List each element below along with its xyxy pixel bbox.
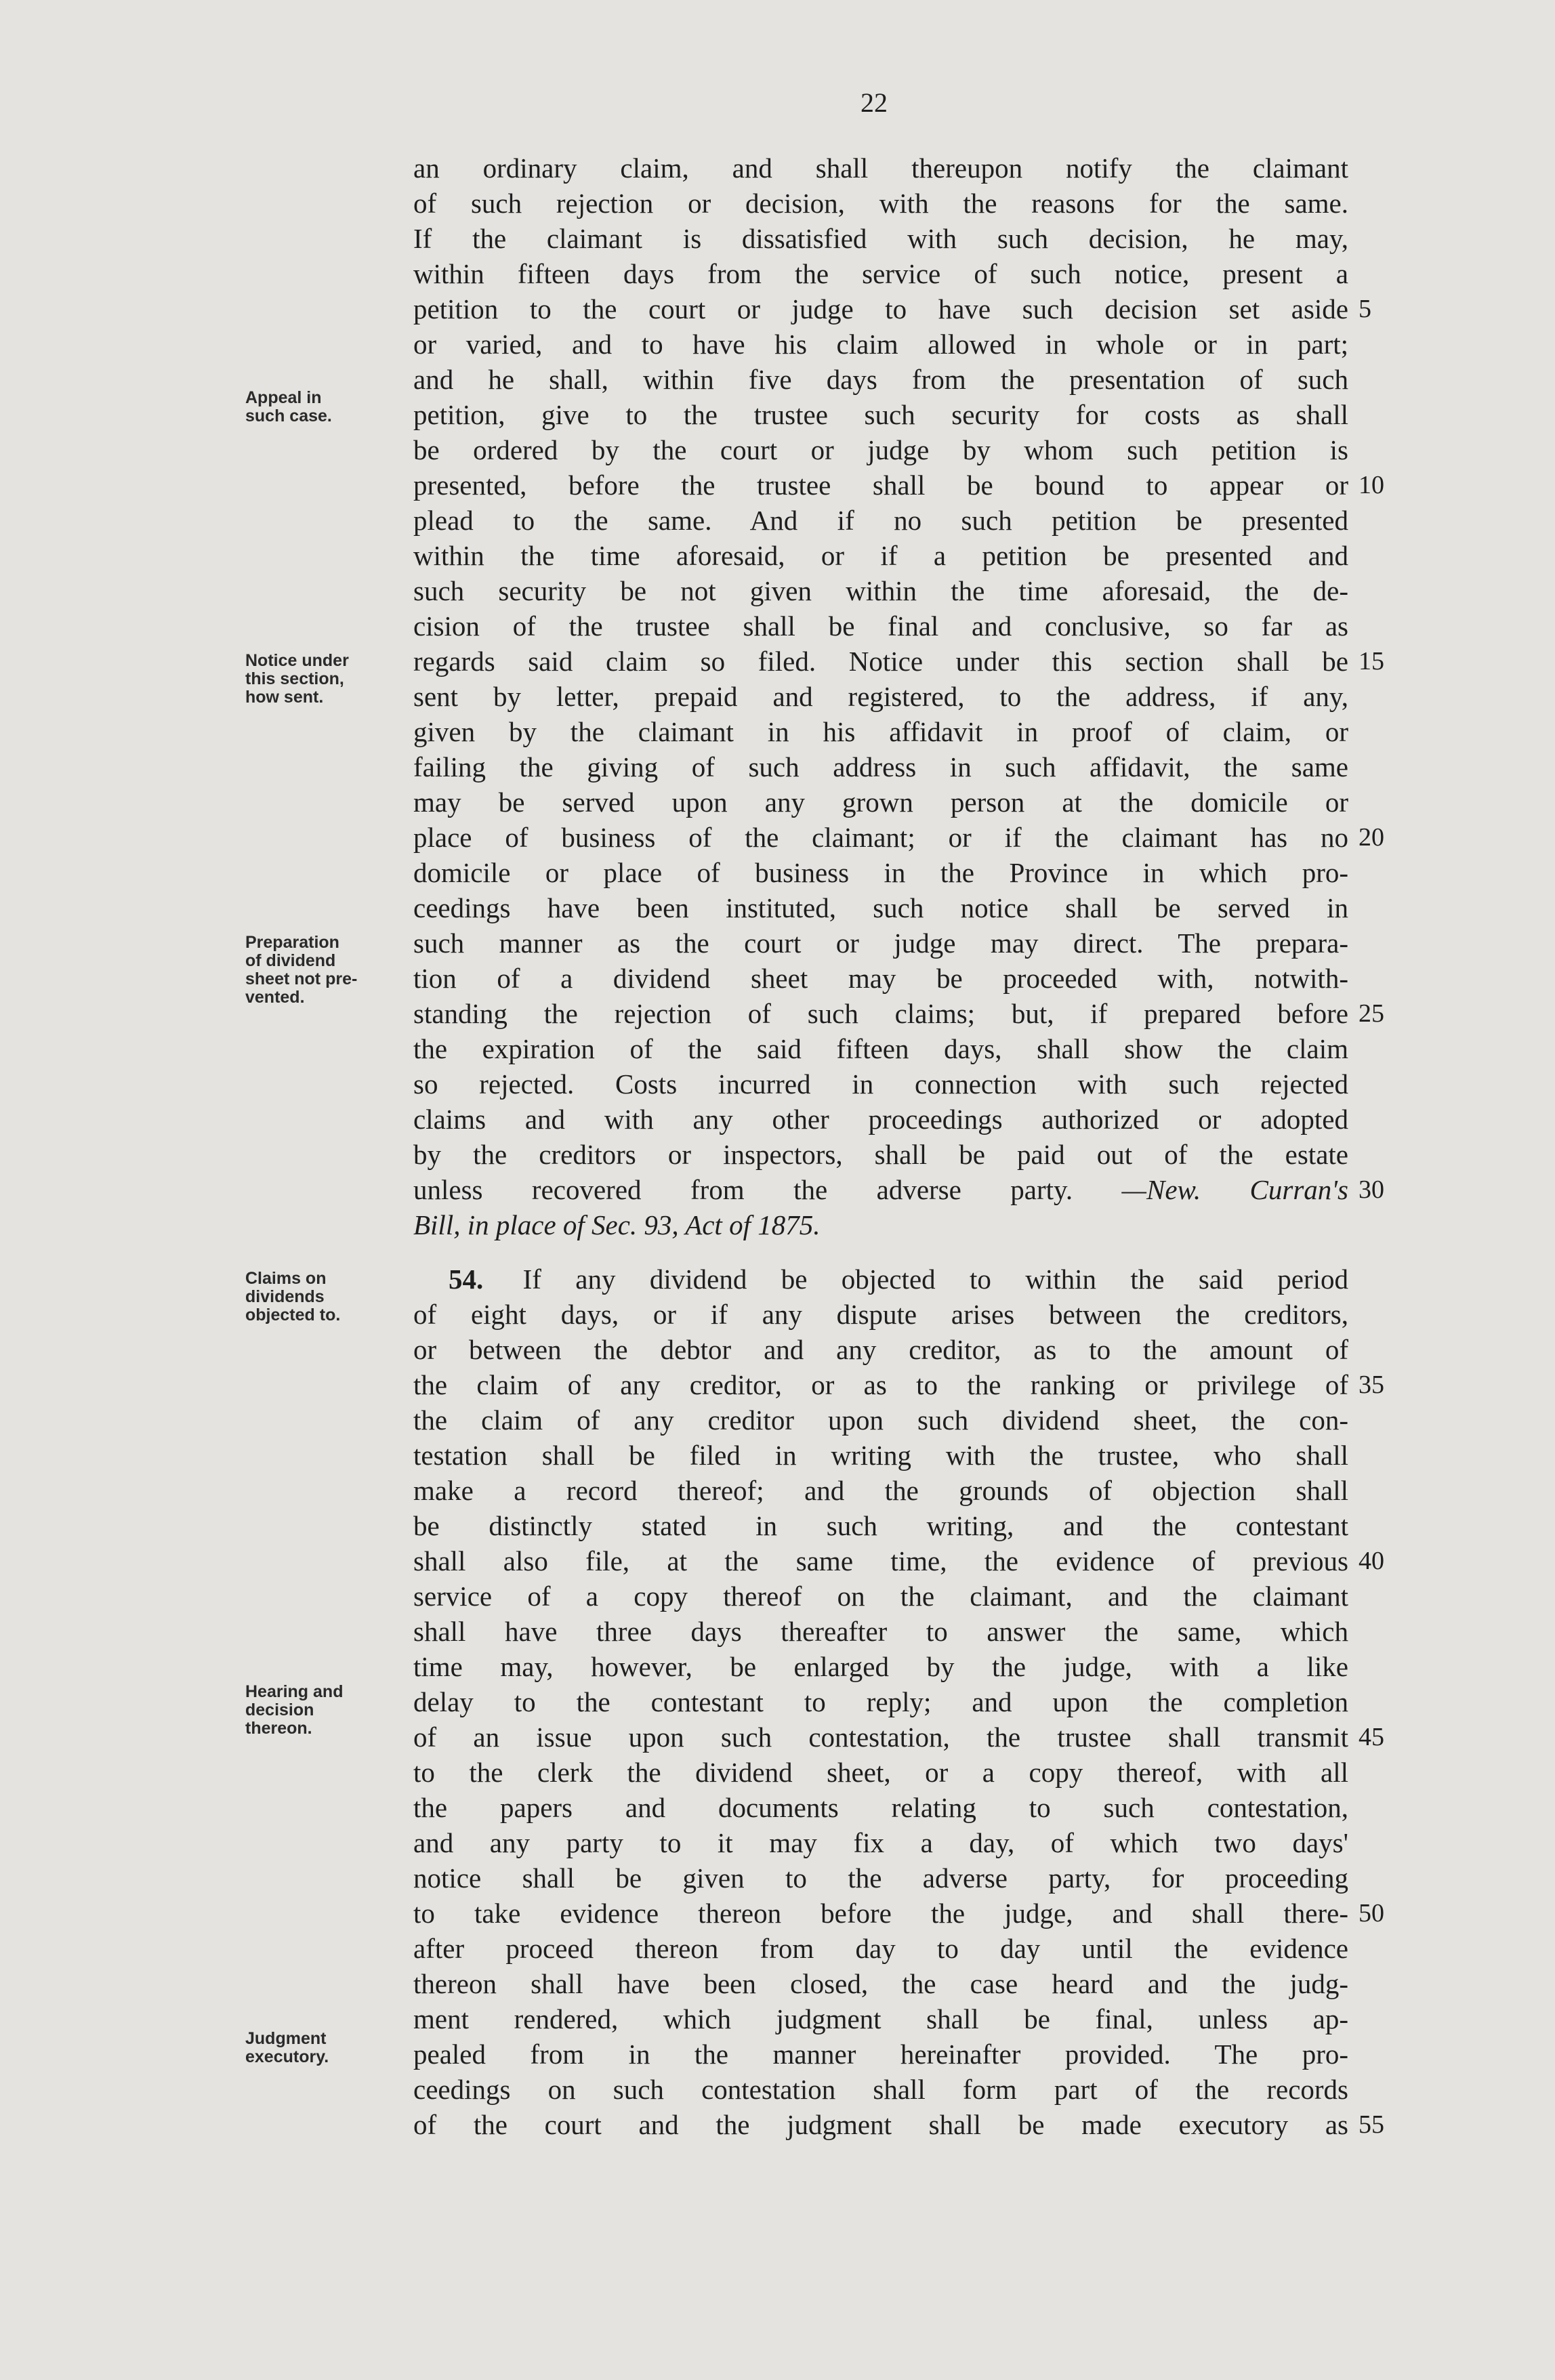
text-line: pealed from in the manner hereinafter provided. The pro- [413,2039,1348,2070]
line-number: 30 [1359,1175,1384,1204]
margin-note-line: dividends [245,1287,325,1306]
page-number: 22 [861,87,888,118]
margin-note-line: objected to. [245,1306,341,1324]
text-line: to take evidence thereon before the judge, and shall there- [413,1898,1348,1929]
text-line: ceedings on such contestation shall form part of the records [413,2074,1348,2105]
margin-note-hearing [245,1683,408,1738]
text-line: an ordinary claim, and shall thereupon notify the claimant [413,152,1348,184]
text-line: the papers and documents relating to such contestation, [413,1792,1348,1823]
line-number: 45 [1359,1723,1384,1751]
text-line: failing the giving of such address in such affidavit, the same [413,751,1348,782]
text-line: the claim of any creditor, or as to the ranking or privilege of [413,1369,1348,1400]
margin-note-line: how sent. [245,688,324,707]
text-line: by the creditors or inspectors, shall be paid out of the estate [413,1139,1348,1170]
line-number: 20 [1359,823,1384,852]
margin-note-line: sheet not pre- [245,969,358,988]
citation: —New. Curran's [1121,1174,1348,1205]
text-fragment: unless recovered from the adverse party. [413,1174,1073,1205]
text-line: to the clerk the dividend sheet, or a copy thereof, with all [413,1757,1348,1788]
text-line: ceedings have been instituted, such notice shall be served in [413,892,1348,923]
text-line: petition to the court or judge to have such decision set aside [413,293,1348,325]
text-line: testation shall be filed in writing with the trustee, who shall [413,1440,1348,1471]
margin-note-line: this section, [245,669,344,688]
text-line: petition, give to the trustee such security for costs as shall [413,399,1348,430]
line-number: 50 [1359,1899,1384,1927]
citation-line [413,1207,1348,1243]
margin-note-appeal [245,389,408,425]
text-line: and he shall, within five days from the presentation of such [413,364,1348,395]
text-line: notice shall be given to the adverse party, for proceeding [413,1862,1348,1894]
text-line: service of a copy thereof on the claimant, and the claimant [413,1581,1348,1612]
margin-note-judgment [245,2030,408,2066]
text-line-with-citation [413,1172,1348,1207]
text-line: be ordered by the court or judge by whom such petition is [413,434,1348,465]
text-line: so rejected. Costs incurred in connection with such rejected [413,1068,1348,1100]
text-line: shall have three days thereafter to answer the same, which [413,1616,1348,1647]
text-line: of an issue upon such contestation, the trustee shall transmit [413,1721,1348,1753]
margin-note-line: executory. [245,2047,329,2066]
margin-note-line: decision [245,1700,314,1719]
margin-note-line: vented. [245,988,305,1007]
line-number: 10 [1359,471,1384,499]
text-line: domicile or place of business in the Province in which pro- [413,857,1348,888]
text-line: such manner as the court or judge may direct. The prepara- [413,927,1348,959]
margin-note-line: of dividend [245,951,336,970]
margin-note-line: Claims on [245,1269,327,1288]
margin-note-line: Notice under [245,651,349,670]
text-line: shall also file, at the same time, the evidence of previous [413,1545,1348,1577]
text-line: regards said claim so filed. Notice under this section shall be [413,646,1348,677]
text-line: claims and with any other proceedings authorized or adopted [413,1104,1348,1135]
margin-note-line: Appeal in [245,388,322,407]
text-line: delay to the contestant to reply; and upon the completion [413,1686,1348,1717]
line-number: 40 [1359,1547,1384,1575]
text-line: time may, however, be enlarged by the judge, with a like [413,1651,1348,1682]
text-line: tion of a dividend sheet may be proceeded with, notwith- [413,963,1348,994]
margin-note-line: Preparation [245,933,339,952]
text-line: of eight days, or if any dispute arises between the creditors, [413,1299,1348,1330]
margin-note-line: Hearing and [245,1682,344,1701]
text-line: the expiration of the said fifteen days, shall show the claim [413,1033,1348,1064]
text-line: or varied, and to have his claim allowed in whole or in part; [413,329,1348,360]
line-number: 25 [1359,999,1384,1028]
line-number: 15 [1359,647,1384,675]
text-line: cision of the trustee shall be final and conclusive, so far as [413,610,1348,642]
line-number: 5 [1359,295,1371,323]
text-line: of the court and the judgment shall be made executory as [413,2109,1348,2140]
text-fragment: If any dividend be objected to within the said period [522,1264,1348,1295]
text-line: after proceed thereon from day to day until the evidence [413,1933,1348,1964]
line-number: 55 [1359,2110,1384,2139]
text-line: thereon shall have been closed, the case heard and the judg- [413,1968,1348,1999]
margin-note-line: thereon. [245,1719,312,1738]
text-line: and any party to it may fix a day, of which two days' [413,1827,1348,1858]
text-line: within the time aforesaid, or if a petition be presented and [413,540,1348,571]
text-line: If the claimant is dissatisfied with such decision, he may, [413,223,1348,254]
text-line: the claim of any creditor upon such dividend sheet, the con- [413,1404,1348,1436]
margin-note-notice [245,652,408,707]
line-number: 35 [1359,1371,1384,1399]
text-line: standing the rejection of such claims; but, if prepared before [413,998,1348,1029]
margin-note-preparation [245,934,408,1007]
text-line: of such rejection or decision, with the reasons for the same. [413,188,1348,219]
section-first-line [413,1261,1348,1297]
text-line: place of business of the claimant; or if the claimant has no [413,822,1348,853]
text-line: ment rendered, which judgment shall be final, unless ap- [413,2003,1348,2034]
text-line: within fifteen days from the service of such notice, present a [413,258,1348,289]
section-number: 54. [449,1264,484,1295]
margin-note-claims [245,1270,408,1324]
text-line: plead to the same. And if no such petition be presented [413,505,1348,536]
margin-note-line: such case. [245,406,332,425]
text-line: such security be not given within the time aforesaid, the de- [413,575,1348,606]
text-line: be distinctly stated in such writing, and the contestant [413,1510,1348,1541]
text-line: presented, before the trustee shall be bound to appear or [413,469,1348,501]
margin-note-line: Judgment [245,2029,327,2048]
text-line: sent by letter, prepaid and registered, to the address, if any, [413,681,1348,712]
text-line: or between the debtor and any creditor, as to the amount of [413,1334,1348,1365]
text-line: may be served upon any grown person at the domicile or [413,787,1348,818]
citation: Bill, in place of Sec. 93, Act of 1875. [413,1209,821,1240]
text-line: make a record thereof; and the grounds of objection shall [413,1475,1348,1506]
text-line: given by the claimant in his affidavit in proof of claim, or [413,716,1348,747]
